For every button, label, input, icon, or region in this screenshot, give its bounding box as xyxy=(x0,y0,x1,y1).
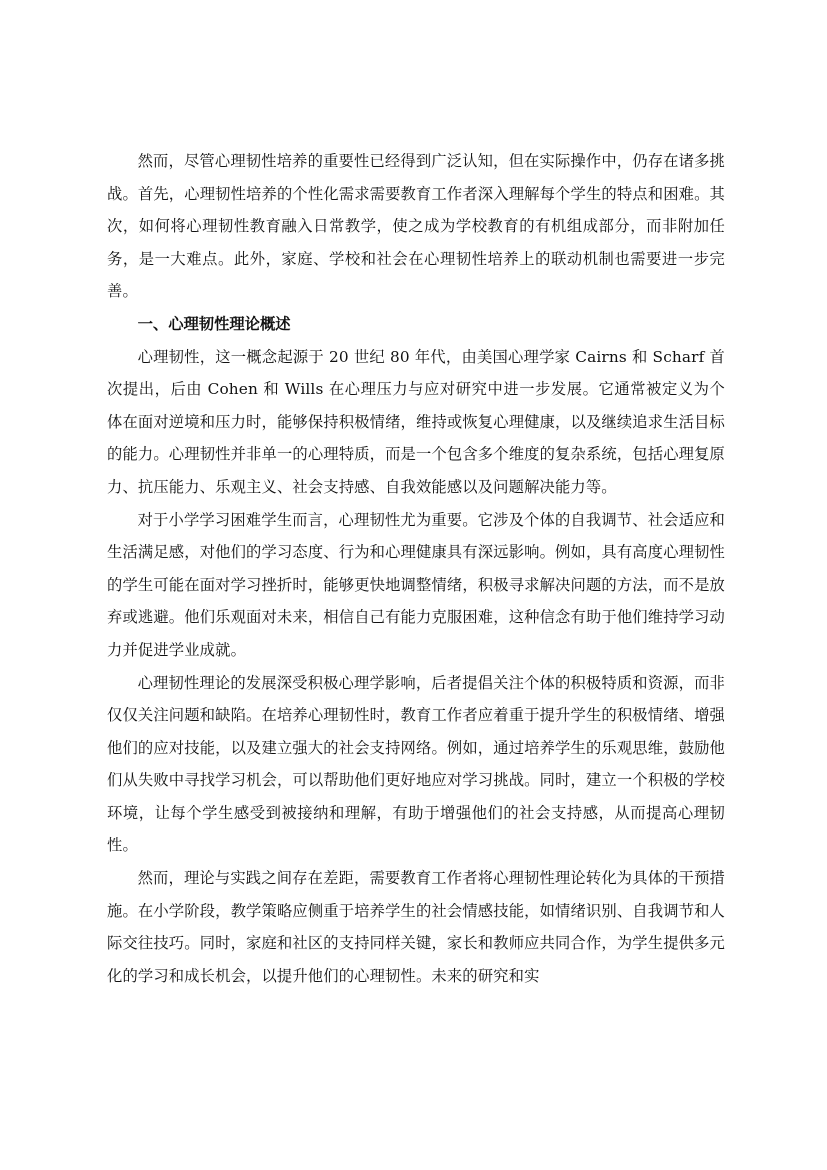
body-paragraph: 心理韧性理论的发展深受积极心理学影响，后者提倡关注个体的积极特质和资源，而非仅仅关注问题和缺陷。在培养心理韧性时，教育工作者应着重于提升学生的积极情绪、增强他们的应对技能，以及建立强大的社会支持网络。例如，通过培养学生的乐观思维，鼓励他们从失败中寻找学习机会，可以帮助他们更好地应对学习挑战。同时，建立一个积极的学校环境，让每个学生感受到被接纳和理解，有助于增强他们的社会支持感，从而提高心理韧性。 xyxy=(107,673,725,855)
body-paragraph: 对于小学学习困难学生而言，心理韧性尤为重要。它涉及个体的自我调节、社会适应和生活满足感，对他们的学习态度、行为和心理健康具有深远影响。例如，具有高度心理韧性的学生可能在面对学习挫折时，能够更快地调整情绪，积极寻求解决问题的方法，而不是放弃或逃避。他们乐观面对未来，相信自己有能力克服困难，这种信念有助于他们维持学习动力并促进学业成就。 xyxy=(107,510,725,659)
document-body xyxy=(107,145,725,992)
body-paragraph: 然而，理论与实践之间存在差距，需要教育工作者将心理韧性理论转化为具体的干预措施。在小学阶段，教学策略应侧重于培养学生的社会情感技能，如情绪识别、自我调节和人际交往技巧。同时，家庭和社区的支持同样关键，家长和教师应共同合作，为学生提供多元化的学习和成长机会，以提升他们的心理韧性。未来的研究和实 xyxy=(107,869,725,985)
body-paragraph: 心理韧性，这一概念起源于 20 世纪 80 年代，由美国心理学家 Cairns 和 Scharf 首次提出，后由 Cohen 和 Wills 在心理压力与应对研究中进一步发展。它通常被定义为个体在面对逆境和压力时，能够保持积极情绪，维持或恢复心理健康，以及继续追求生活目标的能力。心理韧性并非单一的心理特质，而是一个包含多个维度的复杂系统，包括心理复原力、抗压能力、乐观主义、社会支持感、自我效能感以及问题解决能力等。 xyxy=(107,347,725,496)
section-heading: 一、心理韧性理论概述 xyxy=(137,314,291,333)
body-paragraph: 然而，尽管心理韧性培养的重要性已经得到广泛认知，但在实际操作中，仍存在诸多挑战。首先，心理韧性培养的个性化需求需要教育工作者深入理解每个学生的特点和困难。其次，如何将心理韧性教育融入日常教学，使之成为学校教育的有机组成部分，而非附加任务，是一大难点。此外，家庭、学校和社会在心理韧性培养上的联动机制也需要进一步完善。 xyxy=(107,152,725,301)
